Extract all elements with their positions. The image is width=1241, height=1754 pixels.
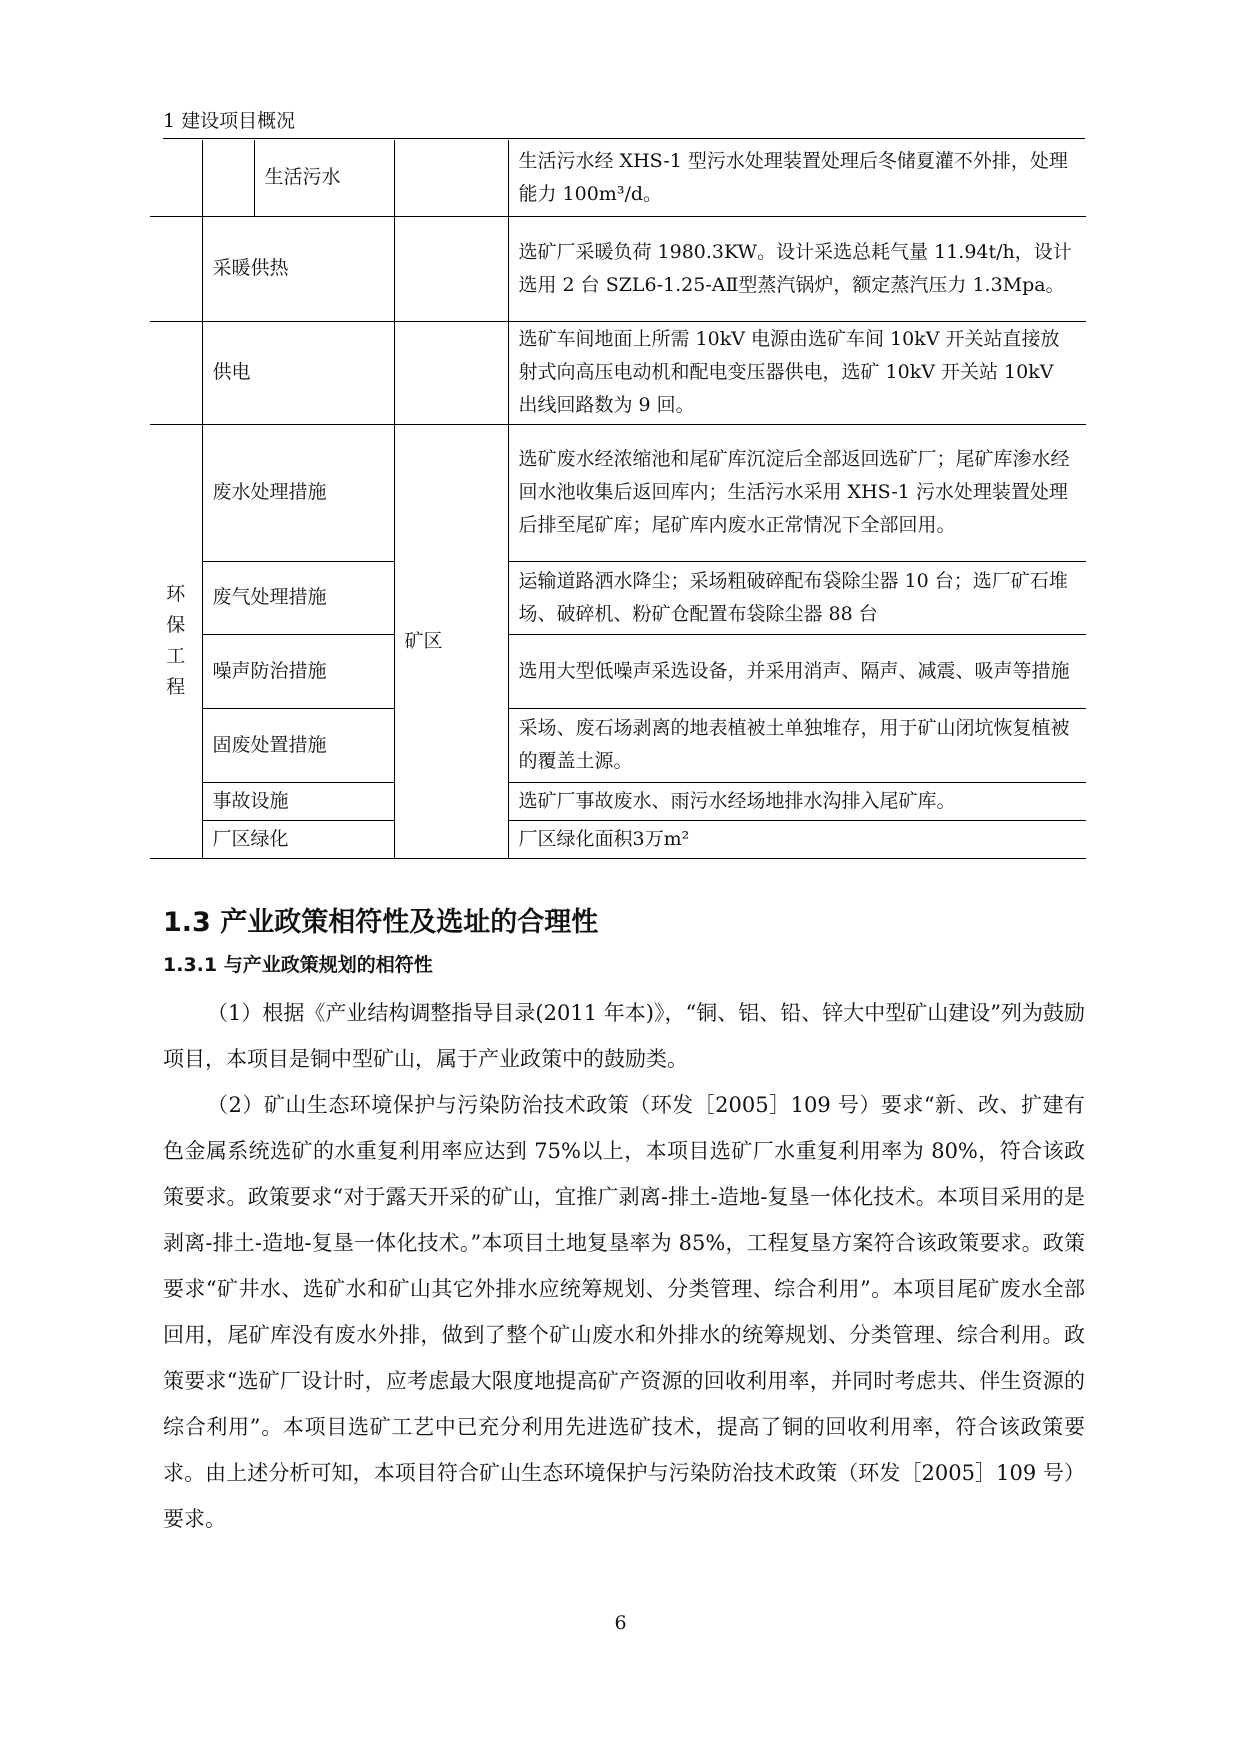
row-label: 固废处置措施	[202, 708, 394, 782]
row-label: 事故设施	[202, 782, 394, 820]
running-header: 1 建设项目概况	[163, 110, 296, 132]
row-label: 生活污水	[254, 140, 394, 216]
row-label: 废气处理措施	[202, 561, 394, 634]
env-label-char: 程	[166, 676, 186, 698]
header-rule	[163, 138, 1085, 139]
env-label-char: 工	[166, 645, 186, 667]
project-overview-table	[150, 140, 1086, 859]
table-row	[150, 634, 1086, 708]
table-row	[150, 782, 1086, 820]
row-description: 选矿车间地面上所需 10kV 电源由选矿车间 10kV 开关站直接放射式向高压电动机和配电变压器供电，选矿 10kV 开关站 10kV 出线回路数为 9 回。	[508, 321, 1086, 424]
table-row	[150, 321, 1086, 424]
subsection-heading: 1.3.1 与产业政策规划的相符性	[163, 954, 433, 976]
paragraph: （1）根据《产业结构调整指导目录(2011 年本)》，“铜、铝、铅、锌大中型矿山建设”列为鼓励项目，本项目是铜中型矿山，属于产业政策中的鼓励类。	[163, 1001, 1085, 1071]
table-row	[150, 216, 1086, 321]
table-cell-empty	[394, 321, 508, 424]
row-description: 运输道路洒水降尘；采场粗破碎配布袋除尘器 10 台；选厂矿石堆场、破碎机、粉矿仓配置布袋除尘器 88 台	[508, 561, 1086, 634]
env-label-char: 环	[166, 583, 186, 605]
row-description: 生活污水经 XHS-1 型污水处理装置处理后冬储夏灌不外排，处理能力 100m³/d。	[508, 140, 1086, 216]
table-row	[150, 561, 1086, 634]
row-description: 选矿厂采暖负荷 1980.3KW。设计采选总耗气量 11.94t/h，设计选用 2 台 SZL6-1.25-AⅡ型蒸汽锅炉，额定蒸汽压力 1.3Mpa。	[508, 216, 1086, 321]
table-cell-empty	[394, 140, 508, 216]
table-cell-empty	[150, 321, 202, 424]
table-cell-empty	[394, 216, 508, 321]
body-text	[163, 990, 1085, 1542]
row-label: 厂区绿化	[202, 820, 394, 858]
table-cell-empty	[150, 140, 202, 216]
page-number: 6	[614, 1612, 627, 1634]
row-description: 选矿厂事故废水、雨污水经场地排水沟排入尾矿库。	[508, 782, 1086, 820]
row-label: 废水处理措施	[202, 424, 394, 561]
row-label: 噪声防治措施	[202, 634, 394, 708]
table-cell-empty	[202, 140, 254, 216]
row-description: 选用大型低噪声采选设备，并采用消声、隔声、减震、吸声等措施	[508, 634, 1086, 708]
row-description: 采场、废石场剥离的地表植被土单独堆存，用于矿山闭坑恢复植被的覆盖土源。	[508, 708, 1086, 782]
section-heading: 1.3 产业政策相符性及选址的合理性	[163, 907, 599, 938]
table-cell-empty	[150, 216, 202, 321]
paragraph: （2）矿山生态环境保护与污染防治技术政策（环发［2005］109 号）要求“新、改、扩建有色金属系统选矿的水重复利用率应达到 75%以上，本项目选矿厂水重复利用率为 80%，符合该政策要求。政策要求“对于露天开采的矿山，宜推广剥离-排土-造地-复垦一体化技术。本项目采用的是剥离-排土-造地-复垦一体化技术。”本项目土地复垦率为 85%，工程复垦方案符合该政策要求。政策要求“矿井水、选矿水和矿山其它外排水应统筹规划、分类管理、综合利用”。本项目尾矿废水全部回用，尾矿库没有废水外排，做到了整个矿山废水和外排水的统筹规划、分类管理、综合利用。政策要求“选矿厂设计时，应考虑最大限度地提高矿产资源的回收利用率，并同时考虑共、伴生资源的综合利用”。本项目选矿工艺中已充分利用先进选矿技术，提高了铜的回收利用率，符合该政策要求。由上述分析可知，本项目符合矿山生态环境保护与污染防治技术政策（环发［2005］109 号）要求。	[163, 1093, 1085, 1531]
row-label: 采暖供热	[202, 216, 394, 321]
table-row	[150, 708, 1086, 782]
table-row	[150, 820, 1086, 858]
table-row	[150, 424, 1086, 561]
env-label-char: 保	[166, 614, 186, 636]
row-label: 供电	[202, 321, 394, 424]
row-description: 选矿废水经浓缩池和尾矿库沉淀后全部返回选矿厂；尾矿库渗水经回水池收集后返回库内；生活污水采用 XHS-1 污水处理装置处理后排至尾矿库；尾矿库内废水正常情况下全部回用。	[508, 424, 1086, 561]
env-engineering-label	[150, 424, 202, 858]
location-cell: 矿区	[394, 424, 508, 858]
table-row	[150, 140, 1086, 216]
row-description: 厂区绿化面积3万m²	[508, 820, 1086, 858]
